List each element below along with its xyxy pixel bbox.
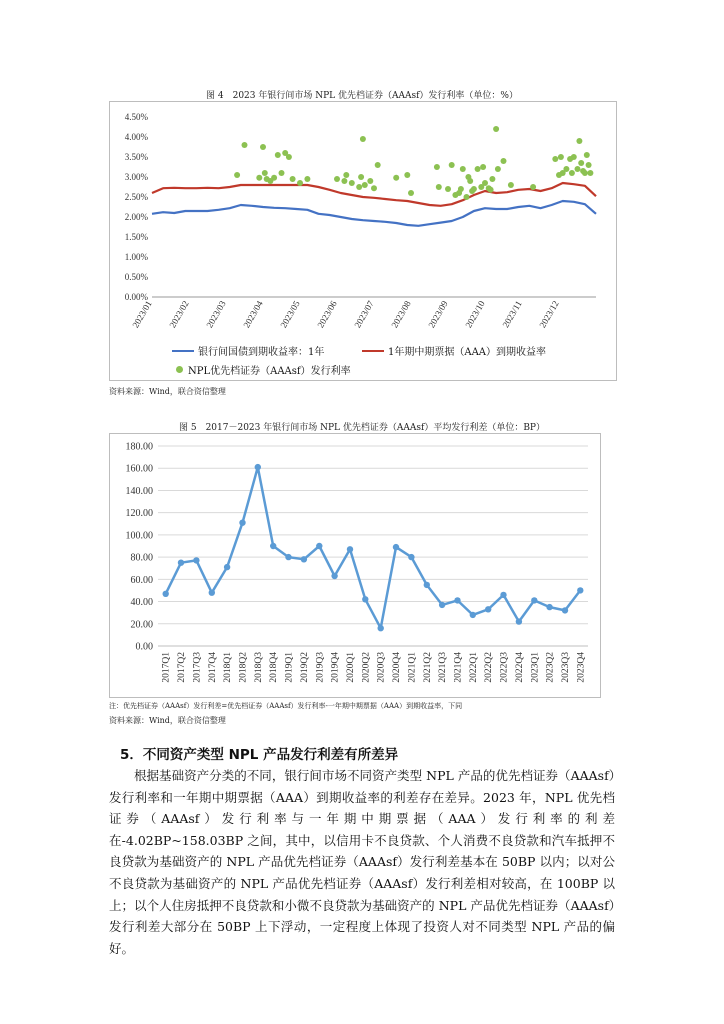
legend-item-series3 bbox=[176, 362, 351, 377]
series-line-1 bbox=[152, 201, 596, 226]
legend-item-series1 bbox=[172, 343, 324, 358]
y-tick-label: 0.00 bbox=[135, 641, 153, 653]
scatter-point bbox=[404, 172, 410, 178]
scatter-point bbox=[576, 138, 582, 144]
data-point bbox=[255, 464, 261, 470]
figure5-chart bbox=[109, 433, 601, 698]
x-tick-label: 2022Q4 bbox=[514, 652, 525, 683]
scatter-point bbox=[262, 170, 268, 176]
scatter-point bbox=[488, 187, 494, 193]
data-point bbox=[577, 587, 583, 593]
legend-label-series3: NPL优先档证券（AAAsf）发行利率 bbox=[188, 366, 351, 377]
scatter-point bbox=[582, 170, 588, 176]
data-point bbox=[516, 618, 522, 624]
data-point bbox=[408, 554, 414, 560]
legend-swatch-series3 bbox=[176, 366, 183, 373]
y-tick-label: 40.00 bbox=[130, 597, 153, 609]
y-tick-label: 2.00% bbox=[124, 212, 148, 222]
x-tick-label: 2020Q2 bbox=[361, 652, 372, 683]
section-paragraph: 根据基础资产分类的不同，银行间市场不同资产类型 NPL 产品的优先档证券（AAAsf）发行利率和一年期中期票据（AAA）到期收益率的利差存在差异。2023 年，NPL 优先档证券（AAAsf）发行利率与一年期中期票据（AAA）发行利率的利差在-4.02BP~158.03BP 之间，其中，以信用卡不良贷款、个人消费不良贷款和汽车抵押不良贷款为基础资产的 NPL 产品优先档证券（AAAsf）发行利差基本在 50BP 以内；以对公不良贷款为基础资产的 NPL 产品优先档证券（AAAsf）发行利差相对较高，在 100BP 以上；以个人住房抵押不良贷款和小微不良贷款为基础资产的 NPL 产品优先档证券（AAAsf）发行利差大部分在 50BP 上下浮动，一定程度上体现了投资人对不同类型 NPL 产品的偏好。 bbox=[109, 768, 615, 956]
y-tick-label: 1.50% bbox=[124, 232, 148, 242]
scatter-point bbox=[586, 162, 592, 168]
data-point bbox=[531, 597, 537, 603]
data-point bbox=[470, 612, 476, 618]
series-line bbox=[166, 467, 581, 628]
scatter-point bbox=[475, 166, 481, 172]
x-tick-label: 2018Q1 bbox=[223, 652, 234, 683]
x-tick-label: 2020Q4 bbox=[392, 652, 403, 683]
scatter-point bbox=[362, 182, 368, 188]
scatter-point bbox=[552, 156, 558, 162]
x-tick-label: 2023/03 bbox=[204, 299, 228, 330]
scatter-point bbox=[464, 194, 470, 200]
scatter-point bbox=[471, 186, 477, 192]
y-tick-label: 20.00 bbox=[130, 619, 153, 631]
x-tick-label: 2023/08 bbox=[389, 299, 413, 330]
scatter-point bbox=[271, 175, 277, 181]
scatter-point bbox=[358, 174, 364, 180]
x-tick-label: 2023/10 bbox=[463, 299, 487, 330]
data-point bbox=[301, 556, 307, 562]
scatter-point bbox=[434, 164, 440, 170]
x-tick-label: 2023/02 bbox=[167, 299, 191, 330]
scatter-point bbox=[584, 152, 590, 158]
x-tick-label: 2023/04 bbox=[241, 299, 265, 330]
scatter-point bbox=[375, 162, 381, 168]
scatter-point bbox=[530, 184, 536, 190]
data-point bbox=[485, 606, 491, 612]
scatter-point bbox=[482, 180, 488, 186]
y-tick-label: 1.00% bbox=[124, 252, 148, 262]
x-tick-label: 2023Q1 bbox=[530, 652, 541, 683]
scatter-point bbox=[571, 154, 577, 160]
x-tick-label: 2023/11 bbox=[500, 299, 524, 330]
scatter-point bbox=[569, 170, 575, 176]
data-point bbox=[546, 604, 552, 610]
scatter-point bbox=[275, 152, 281, 158]
scatter-point bbox=[341, 178, 347, 184]
scatter-point bbox=[297, 180, 303, 186]
scatter-point bbox=[458, 186, 464, 192]
y-tick-label: 0.50% bbox=[124, 272, 148, 282]
y-tick-label: 4.00% bbox=[124, 132, 148, 142]
x-tick-label: 2023Q3 bbox=[560, 652, 571, 683]
x-tick-label: 2018Q4 bbox=[269, 652, 280, 683]
scatter-point bbox=[371, 185, 377, 191]
scatter-point bbox=[467, 178, 473, 184]
figure4-caption: 图 4 2023 年银行间市场 NPL 优先档证券（AAAsf）发行利率（单位：%） bbox=[206, 91, 518, 101]
figure4-chart bbox=[109, 101, 617, 381]
x-tick-label: 2017Q4 bbox=[207, 652, 218, 683]
scatter-point bbox=[563, 166, 569, 172]
scatter-point bbox=[393, 175, 399, 181]
figure5-svg bbox=[110, 434, 600, 697]
scatter-point bbox=[286, 154, 292, 160]
x-tick-label: 2022Q1 bbox=[468, 652, 479, 683]
x-tick-label: 2018Q3 bbox=[253, 652, 264, 683]
scatter-point bbox=[587, 170, 593, 176]
x-tick-label: 2023/05 bbox=[278, 299, 302, 330]
x-tick-label: 2023Q4 bbox=[576, 652, 587, 683]
data-point bbox=[378, 625, 384, 631]
x-tick-label: 2021Q4 bbox=[453, 652, 464, 683]
scatter-point bbox=[493, 126, 499, 132]
scatter-point bbox=[445, 186, 451, 192]
data-point bbox=[362, 596, 368, 602]
data-point bbox=[270, 543, 276, 549]
x-tick-label: 2017Q3 bbox=[192, 652, 203, 683]
scatter-point bbox=[558, 154, 564, 160]
legend-swatch-series2 bbox=[362, 350, 384, 352]
y-tick-label: 3.50% bbox=[124, 152, 148, 162]
data-point bbox=[193, 557, 199, 563]
scatter-point bbox=[578, 160, 584, 166]
y-tick-label: 120.00 bbox=[125, 508, 153, 520]
scatter-point bbox=[495, 166, 501, 172]
data-point bbox=[347, 546, 353, 552]
data-point bbox=[439, 602, 445, 608]
scatter-point bbox=[367, 178, 373, 184]
data-point bbox=[285, 554, 291, 560]
y-tick-label: 160.00 bbox=[125, 463, 153, 475]
data-point bbox=[178, 560, 184, 566]
scatter-point bbox=[343, 172, 349, 178]
scatter-point bbox=[449, 162, 455, 168]
x-tick-label: 2021Q1 bbox=[407, 652, 418, 683]
x-tick-label: 2019Q1 bbox=[284, 652, 295, 683]
y-tick-label: 80.00 bbox=[130, 552, 153, 564]
y-tick-label: 140.00 bbox=[125, 485, 153, 497]
scatter-point bbox=[356, 184, 362, 190]
scatter-point bbox=[408, 190, 414, 196]
scatter-point bbox=[334, 176, 340, 182]
data-point bbox=[316, 543, 322, 549]
x-tick-label: 2018Q2 bbox=[238, 652, 249, 683]
legend-label-series2: 1年期中期票据（AAA）到期收益率 bbox=[388, 347, 547, 358]
figure4-source: 资料来源：Wind，联合资信整理 bbox=[109, 387, 226, 396]
section-heading: 5．不同资产类型 NPL 产品发行利差有所差异 bbox=[120, 747, 399, 763]
y-tick-label: 4.50% bbox=[124, 112, 148, 122]
scatter-point bbox=[304, 176, 310, 182]
scatter-point bbox=[256, 175, 262, 181]
data-point bbox=[209, 590, 215, 596]
scatter-point bbox=[501, 158, 507, 164]
scatter-point bbox=[436, 184, 442, 190]
scatter-point bbox=[489, 176, 495, 182]
x-tick-label: 2019Q2 bbox=[299, 652, 310, 683]
scatter-point bbox=[480, 164, 486, 170]
y-tick-label: 180.00 bbox=[125, 441, 153, 453]
y-tick-label: 0.00% bbox=[124, 292, 148, 302]
y-tick-label: 60.00 bbox=[130, 574, 153, 586]
figure4-svg bbox=[110, 102, 616, 380]
scatter-point bbox=[349, 180, 355, 186]
legend-item-series2 bbox=[362, 343, 546, 358]
x-tick-label: 2017Q1 bbox=[161, 652, 172, 683]
x-tick-label: 2022Q2 bbox=[484, 652, 495, 683]
scatter-point bbox=[279, 170, 285, 176]
data-point bbox=[454, 597, 460, 603]
x-tick-label: 2022Q3 bbox=[499, 652, 510, 683]
figure5-source: 资料来源：Wind，联合资信整理 bbox=[109, 716, 226, 725]
x-tick-label: 2019Q4 bbox=[330, 652, 341, 683]
x-tick-label: 2023/06 bbox=[315, 299, 339, 330]
data-point bbox=[393, 544, 399, 550]
scatter-point bbox=[508, 182, 514, 188]
data-point bbox=[239, 520, 245, 526]
x-tick-label: 2020Q3 bbox=[376, 652, 387, 683]
scatter-point bbox=[234, 172, 240, 178]
x-tick-label: 2017Q2 bbox=[177, 652, 188, 683]
x-tick-label: 2023Q2 bbox=[545, 652, 556, 683]
x-tick-label: 2021Q3 bbox=[438, 652, 449, 683]
legend-label-series1: 银行间国债到期收益率：1年 bbox=[198, 347, 325, 358]
scatter-point bbox=[260, 144, 266, 150]
x-tick-label: 2021Q2 bbox=[422, 652, 433, 683]
figure5-caption: 图 5 2017－2023 年银行间市场 NPL 优先档证券（AAAsf）平均发行利差（单位：BP） bbox=[178, 423, 545, 433]
y-tick-label: 100.00 bbox=[125, 530, 153, 542]
data-point bbox=[163, 591, 169, 597]
scatter-point bbox=[290, 176, 296, 182]
data-point bbox=[331, 573, 337, 579]
x-tick-label: 2023/09 bbox=[426, 299, 450, 330]
legend-swatch-series1 bbox=[172, 350, 194, 352]
x-tick-label: 2023/01 bbox=[130, 299, 154, 330]
data-point bbox=[224, 564, 230, 570]
scatter-point bbox=[575, 166, 581, 172]
y-tick-label: 2.50% bbox=[124, 192, 148, 202]
scatter-point bbox=[242, 142, 248, 148]
x-tick-label: 2023/07 bbox=[352, 299, 376, 330]
x-tick-label: 2019Q3 bbox=[315, 652, 326, 683]
scatter-point bbox=[360, 136, 366, 142]
y-tick-label: 3.00% bbox=[124, 172, 148, 182]
data-point bbox=[424, 582, 430, 588]
x-tick-label: 2020Q1 bbox=[345, 652, 356, 683]
scatter-point bbox=[460, 166, 466, 172]
x-tick-label: 2023/12 bbox=[537, 299, 561, 330]
data-point bbox=[500, 592, 506, 598]
data-point bbox=[562, 607, 568, 613]
figure5-note: 注：优先档证券（AAAsf）发行利差=优先档证券（AAAsf）发行利率-一年期中期票据（AAA）到期收益率，下同 bbox=[109, 702, 463, 710]
